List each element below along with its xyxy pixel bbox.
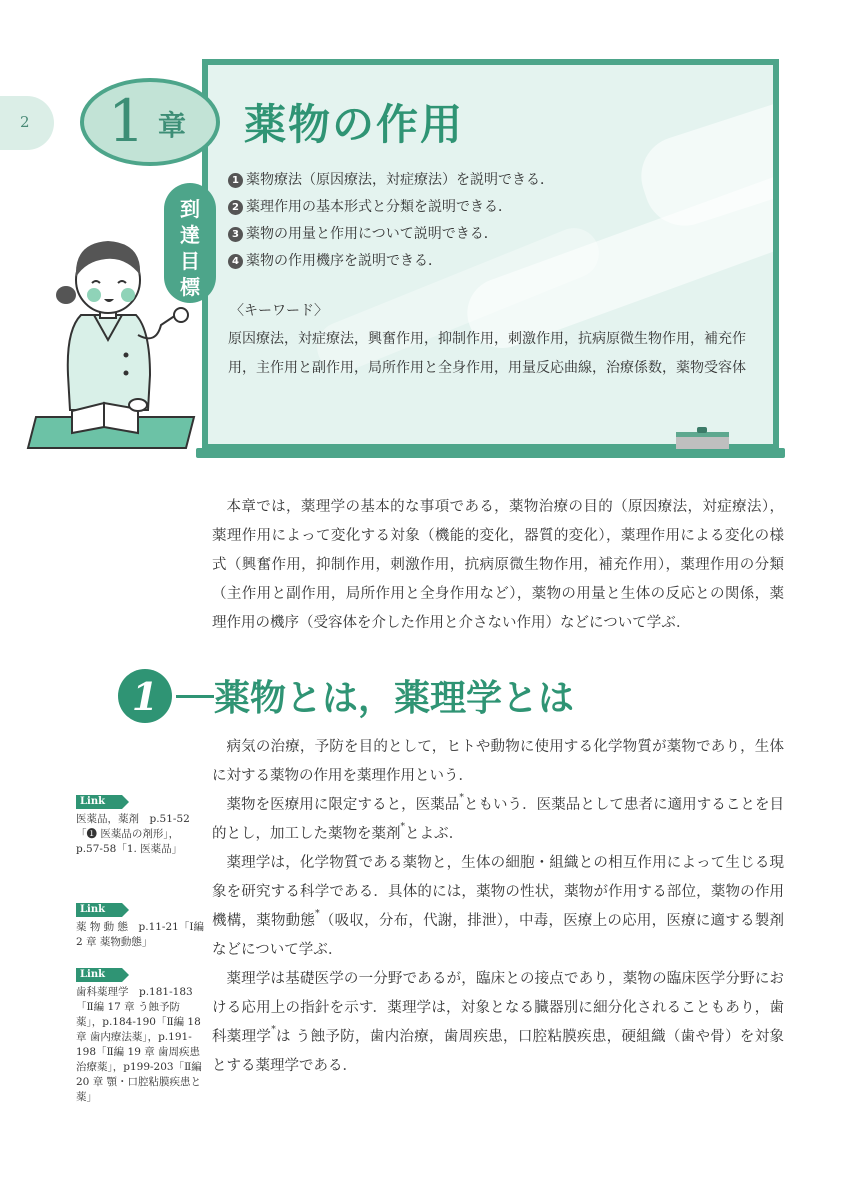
section-number-badge (118, 669, 172, 723)
footnote-star: * (315, 909, 320, 919)
goal-text: 薬物療法（原因療法，対症療法）を説明できる． (246, 172, 554, 188)
link-reference[interactable]: 薬 物 動 態 p.11-21「Ⅰ編 2 章 薬物動態」 (76, 921, 204, 948)
section-title: 薬物とは，薬理学とは (214, 678, 575, 719)
nurse-illustration (26, 195, 211, 465)
paragraph (212, 849, 784, 965)
page-number: 2 (20, 113, 30, 131)
chapter-number: 1 (108, 87, 145, 155)
goal-item (228, 194, 554, 221)
keywords-heading: 〈キーワード〉 (230, 303, 328, 319)
link-reference[interactable]: 医薬品，薬剤 p.51-52「❶ 医薬品の剤形」，p.57-58「1. 医薬品」 (76, 813, 190, 855)
paragraph-text: （吸収，分布，代謝，排泄），中毒，医療上の応用，医療に適する製剤などについて学ぶ． (212, 913, 785, 958)
chapter-title: 薬物の作用 (244, 100, 465, 149)
footnote-star: * (459, 793, 464, 803)
paragraph-text: は う蝕予防，歯内治療，歯周疾患，口腔粘膜疾患，硬組織（歯や骨）を対象とする薬理学である． (212, 1029, 785, 1074)
paragraph (212, 965, 784, 1081)
goals-label-char: 到 (180, 197, 200, 221)
goals-list (228, 167, 554, 275)
goal-item (228, 167, 554, 194)
footnote-star: * (271, 1025, 276, 1035)
paragraph-text: ともいう．医薬品として患者に適用することを目的とし，加工した薬物を薬剤 (212, 797, 784, 842)
paragraph-text: 薬理学は基礎医学の一分野であるが，臨床との接点であり，薬物の臨床医学分野における応用上の指針を示す．薬理学は，対象となる臓器別に細分化されることもあり，歯科薬理学 (212, 971, 784, 1045)
goal-number: 3 (228, 227, 243, 242)
link-badge: Link (76, 795, 122, 809)
chapter-intro: 本章では，薬理学の基本的な事項である，薬物治療の目的（原因療法，対症療法），薬理作用によって変化する対象（機能的変化，器質的変化），薬理作用による変化の様式（興奮作用，抑制作用，刺激作用，抗病原微生物作用，補充作用），薬理作用の分類（主作用と副作用，局所作用と全身作用など），薬物の用量と生体の反応との関係，薬理作用の機序（受容体を介した作用と介さない作用）などについて学ぶ． (212, 499, 784, 631)
goal-text: 薬物の用量と作用について説明できる． (246, 226, 498, 242)
link-badge: Link (76, 968, 122, 982)
paragraph-text: 薬理学は，化学物質である薬物と，生体の細胞・組織との相互作用によって生じる現象を研究する科学である．具体的には，薬物の性状，薬物が作用する部位，薬物の作用機構，薬物動態 (212, 855, 784, 929)
paragraph: 病気の治療，予防を目的として，ヒトや動物に使用する化学物質が薬物であり，生体に対する薬物の作用を薬理作用という． (212, 739, 784, 784)
paragraph-text: 薬物を医療用に限定すると，医薬品 (226, 797, 460, 813)
section-body (212, 733, 784, 1081)
paragraph-text: とよぶ． (405, 826, 464, 842)
goal-text: 薬理作用の基本形式と分類を説明できる． (246, 199, 512, 215)
goals-label-char: 達 (180, 223, 200, 247)
eraser-knob (697, 427, 707, 433)
chapter-label: 章 (158, 109, 187, 142)
goals-label-char: 目 (180, 249, 200, 273)
section-number: 1 (131, 673, 159, 719)
goal-text: 薬物の作用機序を説明できる． (246, 253, 442, 269)
goal-number: 4 (228, 254, 243, 269)
board-ledge (196, 448, 785, 458)
goal-item (228, 248, 554, 275)
goal-number: 2 (228, 200, 243, 215)
goals-label-char: 標 (180, 275, 200, 299)
goal-item (228, 221, 554, 248)
keywords-list: 原因療法，対症療法，興奮作用，抑制作用，刺激作用，抗病原微生物作用，補充作用，主作用と副作用，局所作用と全身作用，用量反応曲線，治療係数，薬物受容体 (228, 331, 746, 376)
goal-number: 1 (228, 173, 243, 188)
paragraph (212, 791, 784, 849)
footnote-star: * (400, 822, 405, 832)
eraser-icon (676, 432, 729, 449)
link-reference[interactable]: 歯科薬理学 p.181-183「Ⅱ編 17 章 う蝕予防薬」，p.184-190「Ⅱ編 18 章 歯内療法薬」，p.191-198「Ⅱ編 19 章 歯周疾患治療薬」，p199-203「Ⅱ編 20 章 顎・口腔粘膜疾患と薬」 (76, 986, 202, 1103)
section-dash (176, 695, 214, 698)
link-badge: Link (76, 903, 122, 917)
chapter-oval (80, 78, 220, 166)
